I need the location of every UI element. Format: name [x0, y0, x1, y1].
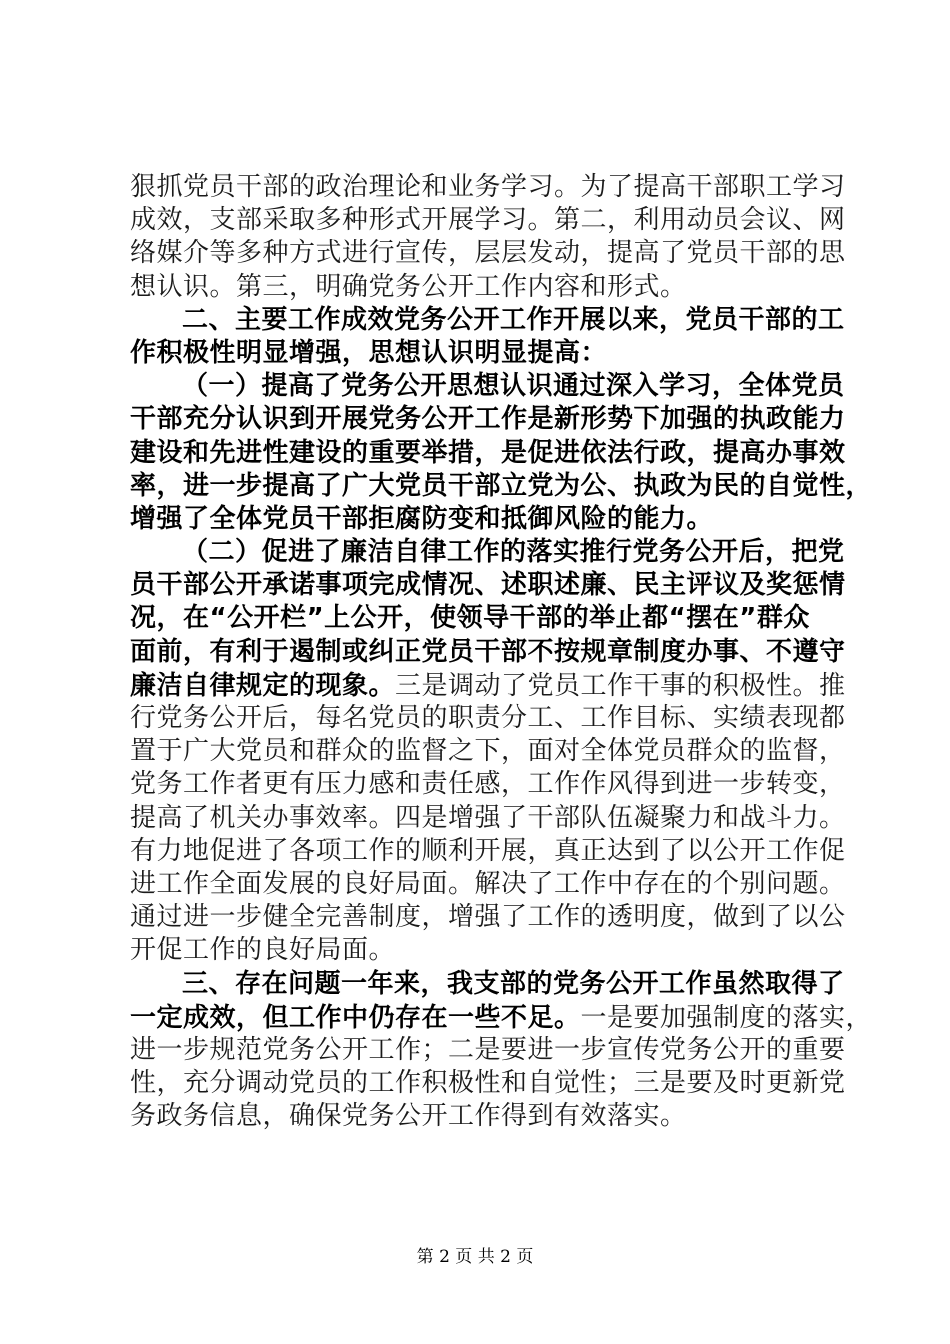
- page-number-label: 第 2 页 共 2 页: [416, 1247, 534, 1267]
- text-line: 想认识。第三，明确党务公开工作内容和形式。: [130, 271, 687, 302]
- light-segment: 一是要加强制度的落实，: [580, 1002, 873, 1033]
- text-line: 务政务信息，确保党务公开工作得到有效落实。: [130, 1101, 687, 1132]
- bold-segment: 一定成效，但工作中仍存在一些不足。: [130, 1002, 581, 1033]
- text-line: 狠抓党员干部的政治理论和业务学习。为了提高干部职工学习: [130, 172, 846, 202]
- bold-paragraph-line: 增强了全体党员干部拒腐防变和抵御风险的能力。: [130, 503, 714, 534]
- page-footer: [0, 1242, 950, 1267]
- text-line: 行党务公开后，每名党员的职责分工、工作目标、实绩表现都: [130, 703, 846, 733]
- section-heading-line: 三、存在问题一年来，我支部的党务公开工作虽然取得了: [182, 968, 845, 999]
- text-line: 提高了机关办事效率。四是增强了干部队伍凝聚力和战斗力。: [130, 802, 846, 833]
- mixed-line: [130, 669, 846, 702]
- text-line: 络媒介等多种方式进行宣传，层层发动，提高了党员干部的思: [130, 238, 846, 269]
- bold-paragraph-line: 率，进一步提高了广大党员干部立党为公、执政为民的自觉性，: [130, 470, 873, 501]
- bold-paragraph-line: 建设和先进性建设的重要举措，是促进依法行政，提高办事效: [130, 437, 846, 468]
- bold-paragraph-line: 员干部公开承诺事项完成情况、述职述廉、民主评议及奖惩情: [130, 570, 846, 601]
- text-line: 党务工作者更有压力感和责任感，工作作风得到进一步转变，: [130, 769, 846, 800]
- text-line: 通过进一步健全完善制度，增强了工作的透明度，做到了以公: [130, 902, 846, 933]
- document-body: [130, 171, 873, 1133]
- bold-paragraph-line: 面前，有利于遏制或纠正党员干部不按规章制度办事、不遵守: [130, 636, 846, 667]
- section-heading-line: 作积极性明显增强，思想认识明显提高：: [130, 337, 608, 368]
- bold-paragraph-line: （一）提高了党务公开思想认识通过深入学习，全体党员: [182, 371, 845, 402]
- text-line: 开促工作的良好局面。: [130, 935, 396, 966]
- mixed-line: [130, 1001, 873, 1034]
- bold-paragraph-line: （二）促进了廉洁自律工作的落实推行党务公开后，把党: [182, 537, 845, 568]
- section-heading-line: 二、主要工作成效党务公开工作开展以来，党员干部的工: [182, 304, 845, 335]
- text-line: 成效，支部采取多种形式开展学习。第二，利用动员会议、网: [130, 205, 846, 236]
- text-line: 置于广大党员和群众的监督之下，面对全体党员群众的监督，: [130, 736, 846, 767]
- text-line: 有力地促进了各项工作的顺利开展，真正达到了以公开工作促: [130, 835, 846, 866]
- text-line: 性，充分调动党员的工作积极性和自觉性；三是要及时更新党: [130, 1068, 846, 1099]
- bold-segment: 廉洁自律规定的现象。: [130, 670, 396, 701]
- light-segment: 三是调动了党员工作干事的积极性。推: [395, 670, 846, 701]
- bold-paragraph-line: 况，在“公开栏”上公开，使领导干部的举止都“摆在”群众: [130, 603, 810, 634]
- text-line: 进一步规范党务公开工作；二是要进一步宣传党务公开的重要: [130, 1034, 846, 1065]
- bold-paragraph-line: 干部充分认识到开展党务公开工作是新形势下加强的执政能力: [130, 404, 846, 435]
- text-line: 进工作全面发展的良好局面。解决了工作中存在的个别问题。: [130, 868, 846, 899]
